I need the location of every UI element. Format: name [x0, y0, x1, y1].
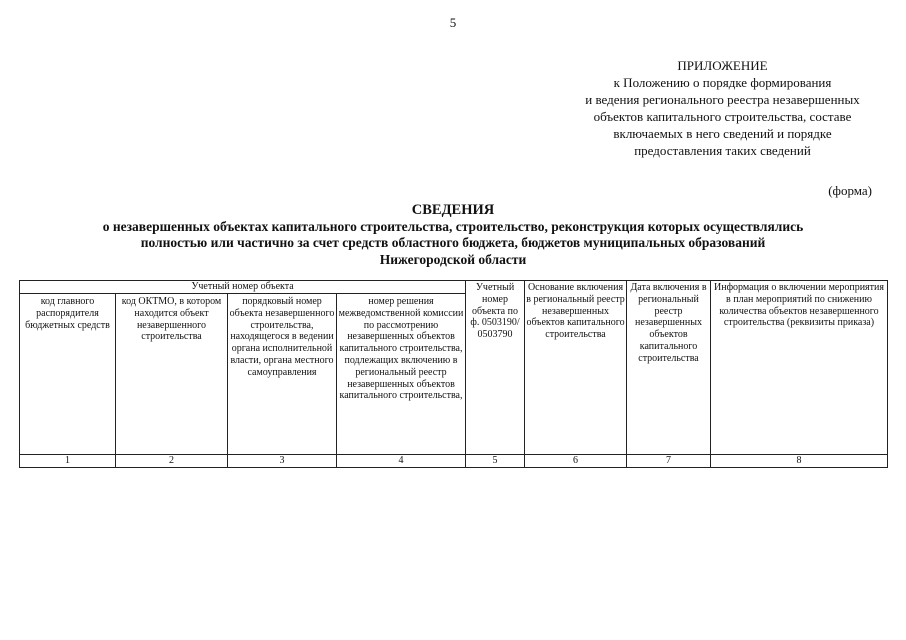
column-header: код главного распорядителя бюджетных средств: [20, 294, 116, 455]
form-table: [19, 280, 888, 468]
column-number: 7: [627, 455, 711, 468]
appendix-line: включаемых в него сведений и порядке: [613, 126, 832, 141]
document-subtitle-line: Нижегородской области: [379, 251, 527, 267]
column-number: 5: [466, 455, 525, 468]
document-subtitle-line: о незавершенных объектах капитального строительства, строительство, реконструкция которых осуществлялись: [102, 218, 804, 234]
appendix-line: объектов капитального строительства, составе: [593, 109, 852, 124]
column-header: Информация о включении мероприятия в план мероприятий по снижению количества объектов незавершенного строительства (реквизиты приказа): [711, 281, 888, 455]
column-number: 4: [337, 455, 466, 468]
column-number: 6: [525, 455, 627, 468]
column-number: 1: [20, 455, 116, 468]
document-heading: [0, 202, 906, 268]
column-header: порядковый номер объекта незавершенного строительства, находящегося в ведении органа исполнительной власти, органа местного самоуправления: [228, 294, 337, 455]
appendix-line: предоставления таких сведений: [634, 143, 811, 158]
column-header: номер решения межведомственной комиссии по рассмотрению незавершенных объектов капитального строительства, подлежащих включению в региональный реестр незавершенных объектов капитального строительства,: [337, 294, 466, 455]
form-label: (форма): [828, 183, 872, 198]
column-number: 8: [711, 455, 888, 468]
column-header: Учетный номер объекта по ф. 0503190/ 0503790: [466, 281, 525, 455]
page-number: 5: [449, 15, 457, 30]
column-number: 2: [116, 455, 228, 468]
document-subtitle-line: полностью или частично за счет средств областного бюджета, бюджетов муниципальных образований: [140, 235, 766, 250]
appendix-block: [550, 57, 895, 159]
column-number: 3: [228, 455, 337, 468]
column-header: код ОКТМО, в котором находится объект незавершенного строительства: [116, 294, 228, 455]
document-title: СВЕДЕНИЯ: [411, 202, 495, 218]
group-header-account-number: Учетный номер объекта: [20, 281, 466, 294]
appendix-line: к Положению о порядке формирования: [613, 75, 832, 90]
column-header: Дата включения в региональный реестр незавершенных объектов капитального строительства: [627, 281, 711, 455]
appendix-title: ПРИЛОЖЕНИЕ: [677, 58, 768, 73]
appendix-line: и ведения регионального реестра незавершенных: [585, 92, 860, 107]
column-header: Основание включения в региональный реестр незавершенных объектов капитального строительства: [525, 281, 627, 455]
